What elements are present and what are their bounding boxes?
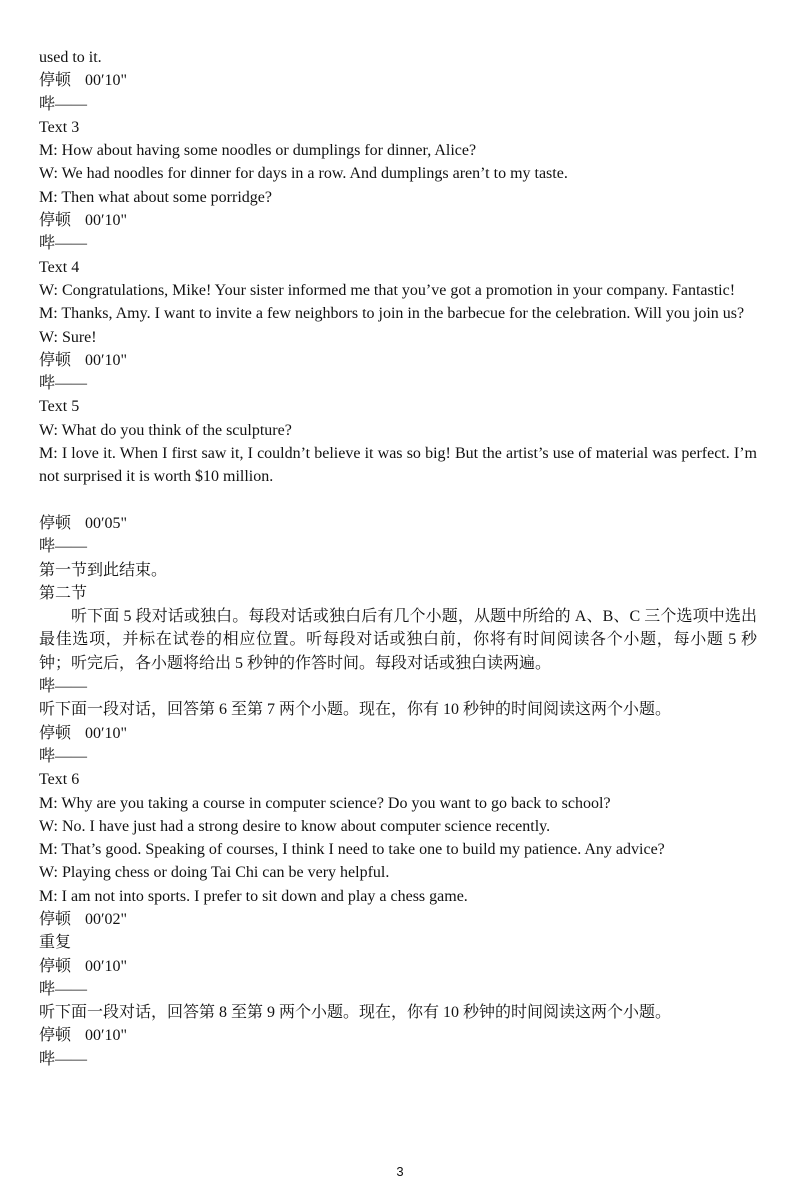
transcript-line: 哔—— [39,678,88,696]
transcript-line: 哔—— [39,235,88,253]
transcript-line: M: That’s good. Speaking of courses, I think I need to take one to build my patience. Any advice? [39,841,665,859]
transcript-line: 哔—— [39,95,88,113]
transcript-line: M: Then what about some porridge? [39,188,272,206]
pause-label: 停顿 [39,957,72,975]
pause-label: 停顿 [39,351,72,369]
transcript-line: M: How about having some noodles or dumplings for dinner, Alice? [39,142,477,160]
pause-line [39,908,757,931]
transcript-line: M: Why are you taking a course in computer science? Do you want to go back to school? [39,794,611,812]
dialogue-line: W: Congratulations, Mike! Your sister informed me that you’ve got a promotion in your company. Fantastic! [39,281,736,299]
transcript-line: 哔—— [39,980,88,998]
transcript-line: 听下面一段对话，回答第 6 至第 7 两个小题。现在，你有 10 秒钟的时间阅读这两个小题。 [39,701,672,719]
blank-line [39,489,757,512]
pause-time: 00′05" [85,514,128,532]
transcript-line: 哔—— [39,375,88,393]
pause-line [39,955,757,978]
pause-time: 00′10" [85,72,128,90]
transcript-line: W: We had noodles for dinner for days in a row. And dumplings aren’t to my taste. [39,165,568,183]
pause-line [39,512,757,535]
dialogue-line: M: Thanks, Amy. I want to invite a few neighbors to join in the barbecue for the celebration. Will you join us? [39,305,745,323]
transcript-line: M: I am not into sports. I prefer to sit down and play a chess game. [39,887,468,905]
pause-time: 00′02" [85,910,128,928]
pause-line [39,209,757,232]
transcript-line: W: Playing chess or doing Tai Chi can be very helpful. [39,864,390,882]
transcript-line: 第一节到此结束。 [39,561,168,579]
pause-time: 00′10" [85,724,128,742]
pause-label: 停顿 [39,910,72,928]
section-heading: Text 3 [39,118,80,136]
section-heading: 第二节 [39,584,88,602]
section-heading: Text 5 [39,398,80,416]
pause-label: 停顿 [39,724,72,742]
pause-time: 00′10" [85,212,128,230]
pause-time: 00′10" [85,351,128,369]
transcript-body [39,46,757,1071]
pause-time: 00′10" [85,957,128,975]
transcript-line: 哔—— [39,1050,88,1068]
pause-line [39,722,757,745]
dialogue-line: M: I love it. When I first saw it, I couldn’t believe it was so big! But the artist’s use of material was perfect. I’m not surprised it is worth $10 million. [39,445,757,486]
instruction-paragraph: 听下面 5 段对话或独白。每段对话或独白后有几个小题，从题中所给的 A、B、C 三个选项中选出最佳选项，并标在试卷的相应位置。听每段对话或独白前，你将有时间阅读各个小题，每小题 5 秒钟；听完后，各小题将给出 5 秒钟的作答时间。每段对话或独白读两遍。 [39,608,757,672]
pause-line [39,1024,757,1047]
transcript-line: used to it. [39,49,102,66]
section-heading: Text 4 [39,258,80,276]
page-number: 3 [396,1164,404,1179]
pause-label: 停顿 [39,212,72,230]
transcript-line: 哔—— [39,538,88,556]
transcript-line: W: Sure! [39,328,97,346]
pause-time: 00′10" [85,1027,128,1045]
pause-label: 停顿 [39,1027,72,1045]
pause-line [39,349,757,372]
pause-label: 停顿 [39,514,72,532]
pause-line [39,69,757,92]
transcript-line: W: What do you think of the sculpture? [39,421,292,439]
transcript-line: 重复 [39,934,72,952]
transcript-line: 哔—— [39,747,88,765]
pause-label: 停顿 [39,72,72,90]
transcript-line: W: No. I have just had a strong desire to know about computer science recently. [39,817,551,835]
transcript-line: 听下面一段对话，回答第 8 至第 9 两个小题。现在，你有 10 秒钟的时间阅读这两个小题。 [39,1004,672,1022]
section-heading: Text 6 [39,771,80,789]
